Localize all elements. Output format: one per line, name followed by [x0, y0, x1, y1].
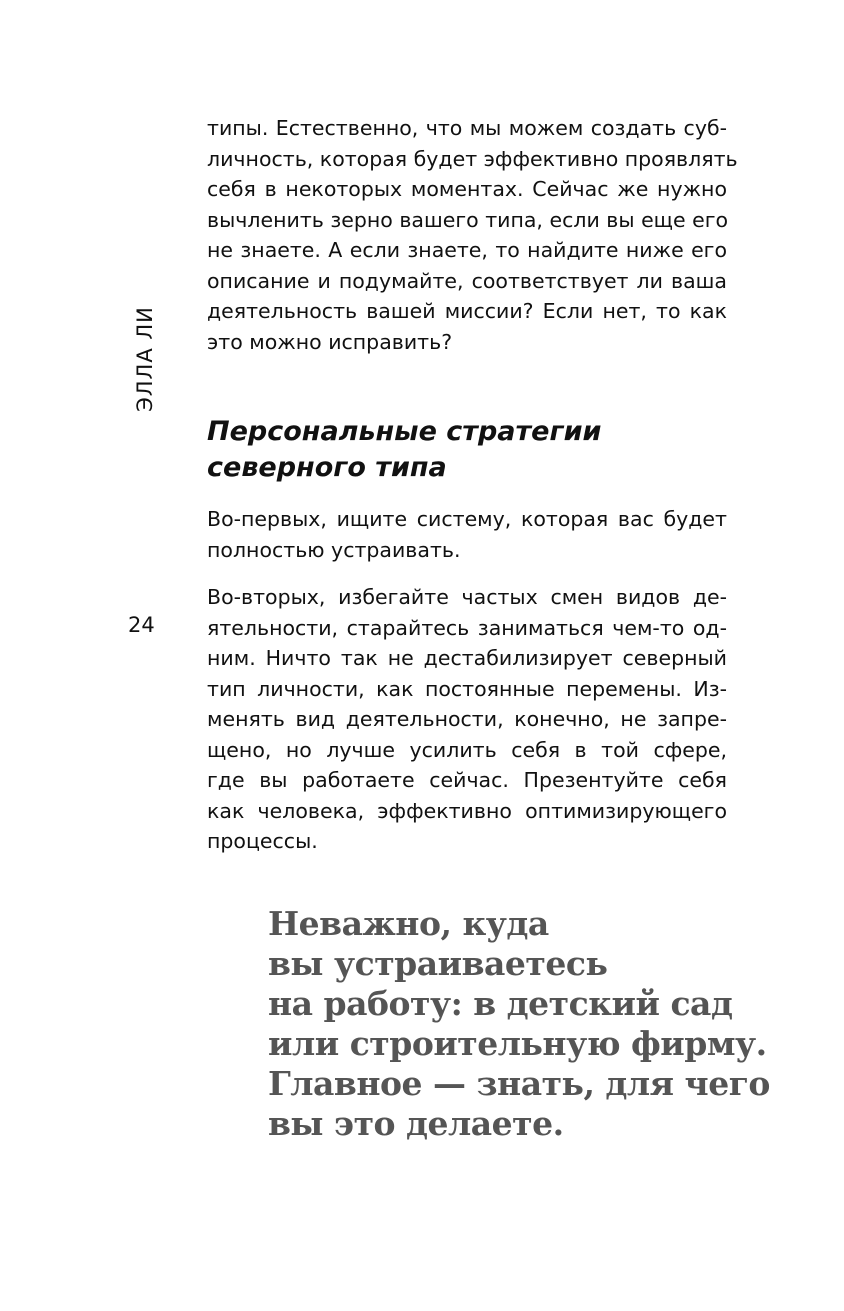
paragraph-line: Во-вторых, избегайте частых смен видов де-: [207, 585, 727, 609]
paragraph-line: тип личности, как постоянные перемены. Из-: [207, 676, 727, 701]
paragraph-line: себя в некоторых моментах. Сейчас же нужно: [207, 177, 727, 201]
paragraph-line: не знаете. А если знаете, то найдите ниже его: [207, 238, 727, 262]
paragraph-line: это можно исправить?: [207, 329, 453, 354]
paragraph-line: описание и подумайте, соответствует ли ваша: [207, 268, 727, 293]
paragraph-line: личность, которая будет эффективно проявлять: [207, 146, 738, 171]
paragraph-1: [207, 113, 738, 357]
section-heading: [207, 414, 727, 486]
paragraph-line: типы. Естественно, что мы можем создать суб-: [207, 116, 727, 140]
paragraph-line: процессы.: [207, 829, 318, 853]
paragraph-line: ятельности, старайтесь заниматься чем-то од-: [207, 615, 727, 640]
heading-line: Персональные стратегии: [207, 416, 602, 447]
paragraph-line: щено, но лучше усилить себя в той сфере,: [207, 737, 727, 762]
paragraph-line: где вы работаете сейчас. Презентуйте себя: [207, 768, 727, 792]
running-head-author: ЭЛЛА ЛИ: [133, 306, 157, 412]
paragraph-line: полностью устраивать.: [207, 537, 461, 562]
paragraph-line: деятельность вашей миссии? Если нет, то как: [207, 299, 727, 323]
quote-line: вы устраиваетесь: [268, 944, 608, 983]
paragraph-line: вычленить зерно вашего типа, если вы еще его: [207, 207, 729, 232]
quote-line: или строительную фирму.: [268, 1024, 767, 1063]
paragraph-line: Во-первых, ищите систему, которая вас будет: [207, 507, 727, 531]
paragraph-3: [207, 582, 727, 857]
quote-line: Неважно, куда: [268, 904, 549, 943]
heading-line: северного типа: [207, 452, 447, 483]
paragraph-2: [207, 504, 727, 565]
paragraph-line: как человека, эффективно оптимизирующего: [207, 798, 727, 823]
paragraph-line: ним. Ничто так не дестабилизирует северный: [207, 646, 727, 670]
quote-line: Главное — знать, для чего: [268, 1064, 770, 1103]
quote-line: вы это делаете.: [268, 1104, 564, 1143]
quote-line: на работу: в детский сад: [268, 984, 733, 1023]
pull-quote: [268, 904, 770, 1144]
paragraph-line: менять вид деятельности, конечно, не запре-: [207, 707, 727, 731]
page-number: 24: [128, 613, 155, 637]
